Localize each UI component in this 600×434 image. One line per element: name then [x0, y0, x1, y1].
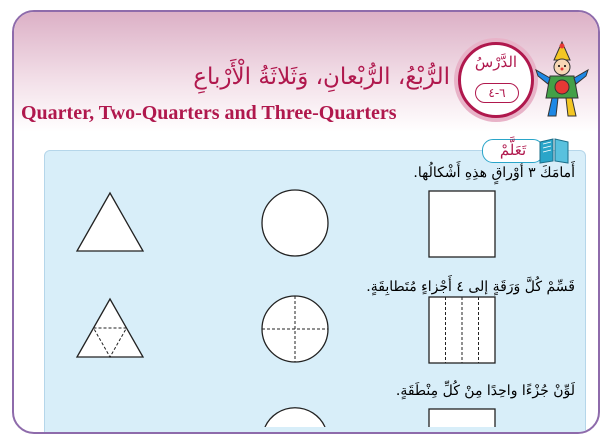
learn-step-2: قَسِّمْ كُلَّ وَرَقَةٍ إلى ٤ أَجْزاءٍ مُتَطابِقَةٍ. [366, 279, 575, 295]
square-shape [427, 189, 497, 259]
lesson-page [12, 10, 600, 434]
learn-tab [482, 136, 572, 166]
learn-step-1: أَمامَكَ ٣ أَوْراقٍ هذِهِ أَشْكالُها. [413, 165, 575, 181]
triangle-shape [75, 191, 145, 253]
book-icon [538, 136, 570, 164]
lesson-title-arabic: الرُّبْعُ، الرُّبْعانِ، وَثَلاثَةُ الْأَرْباعِ [193, 64, 450, 90]
clown-mascot-icon [532, 40, 592, 120]
lesson-title-english: Quarter, Two-Quarters and Three-Quarters [21, 102, 397, 124]
lesson-number: ٦-٤ [475, 83, 519, 103]
lesson-word: الدَّرْسُ [474, 53, 518, 71]
square-quarters-shape [427, 295, 497, 365]
circle-shape [259, 187, 331, 259]
circle-partial-shape [259, 407, 331, 427]
learn-step-3: لَوِّنْ جُزْءًا واحِدًا مِنْ كُلِّ مِنْطَقَةٍ. [395, 383, 575, 399]
lesson-badge [458, 42, 534, 118]
square-partial-shape [427, 407, 497, 427]
circle-quarters-shape [259, 293, 331, 365]
triangle-quarters-shape [75, 297, 145, 359]
learn-label: تَعَلَّمْ [482, 139, 544, 163]
learn-panel [44, 150, 586, 434]
